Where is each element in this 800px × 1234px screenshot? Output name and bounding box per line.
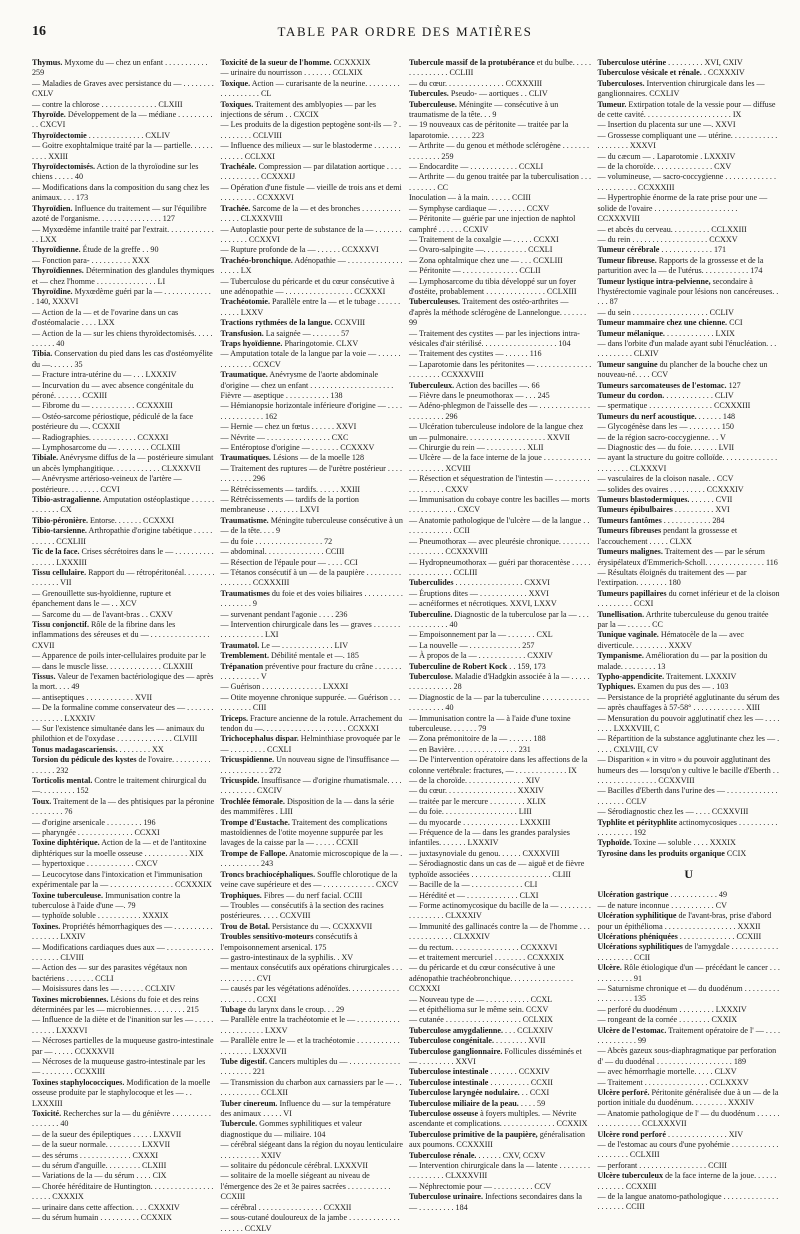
index-entry: Trophiques. Fibres — du nerf facial. CCIII (220, 890, 363, 900)
index-entry: — Sarcome du — de l'avant-bras . . CXXV (32, 609, 173, 619)
index-entry: — du cæcum — . Laparotomie . LXXXIV (597, 151, 736, 161)
page-header (32, 24, 778, 44)
index-column-3 (409, 58, 592, 1212)
index-entry: — Hernie — chez un fœtus . . . . . . XXVI (220, 422, 357, 432)
index-entry: — Tuberculose du péricarde et du cœur consécutive à une adénopathie — . . . . . . . . . . . . . . . . . CCXXXI (220, 276, 395, 296)
index-entry: Tractions rythmées de la langue. CCXVIII (220, 318, 366, 328)
index-entry: Tuberculose. Maladie d'Hadgkin associée à la — . . . . . . . . . . . . . . . . 28 (409, 671, 590, 692)
index-entry: — Traitement des ruptures — de l'urètre postérieur . . . . . . . . . . . . 296 (220, 463, 403, 484)
index-entry: Tuberculine de Robert Kock . . 159, 173 (409, 661, 546, 671)
index-entry: — solitaire du pédoncule cérébral. LXXXVII (220, 1161, 368, 1171)
index-entry: — Fièvre dans le pneumothorax — . . . 245 (409, 391, 550, 400)
index-entry: — de la choroïde. . . . . . . . . . . . . . . CXV (597, 162, 732, 172)
index-entry: — Forme actinomycosique du bacille de la — . . . . . . . . . . . . . . . . . CLXXXIV (409, 900, 591, 921)
index-entry: — Anévrysme artérioso-veineux de l'artère — postérieure. . . . . . . . CCVI (32, 474, 182, 494)
index-entry: — du sein . . . . . . . . . . . . . . . . . . . CCLIV (597, 307, 734, 317)
index-entry: Typho-appendicite. Traitement. LXXXIV (597, 671, 737, 681)
index-entry: Tumeur du cordon. . . . . . . . . . . . . CLIV (597, 391, 734, 400)
index-entry: Tumeurs blastodermiques. . . . . . . CVII (597, 495, 733, 505)
index-entry: — Chirurgie du rein — . . . . . . . . . . XLII (409, 443, 544, 453)
index-entry: Trompe de Fallope. Anatomie microscopique de la — . . . . . . . . . . . 243 (220, 848, 403, 869)
index-entry: Tuberculeux. Action des bacilles —. 66 (409, 380, 540, 390)
index-entry: Tunique vaginale. Hématocèle de la — avec diverticule. . . . . . . . . XXXV (597, 630, 744, 650)
index-entry: — Grossesse compliquant une — utérine. . . . . . . . . . . . . . . . . . . . XXXVI (597, 130, 778, 151)
index-entry: Tumeur fibreuse. Rapports de la grossesse et de la parturition avec la — de l'utérus. . . . . . . . . . . . 174 (597, 255, 764, 276)
index-entry: — Apparence de poils inter-cellulaires produite par le — dans le muscle lisse. . . . . . . . . . . . . . CLXXIII (32, 651, 207, 671)
index-entry: — sous-cutané douloureux de la jambe . . . . . . . . . . . . . . . . . . . CCXLV (220, 1213, 400, 1233)
index-entry: — rongeant de la cornée . . . . . . . . CXXIX (597, 1015, 738, 1025)
index-entry: Trichocephalus dispar. Helminthiase provoquée par le — . . . . . . . . . CCXLI (220, 734, 401, 754)
index-entry: Tumeur cérébrale . . . . . . . . . . . . . 171 (597, 245, 727, 255)
index-entry: — du rein . . . . . . . . . . . . . . . . . . . CCXXV (597, 234, 738, 244)
index-entry: — Incurvation du — avec absence congénitale du péroné. . . . . . . CCXIII (32, 380, 194, 400)
index-entry: — Nécroses de la muqueuse gastro-intestinale par les — . . . . . . . . CCXXIII (32, 1057, 206, 1077)
index-entry: — volumineuse, — sacro-coccygienne . . . . . . . . . . . . . . . . . . . . . . . CCXXXIII (597, 172, 776, 192)
index-entry: — Transmission du charbon aux carnassiers par le — . . . . . . . . . . . . CCLXII (220, 1077, 402, 1098)
index-entry: Troubles sensitivo-moteurs consécutifs à l'empoisonnement arsenical. 175 (220, 932, 358, 952)
index-entry: Toxicité. Recherches sur la — du génièvre . . . . . . . . . . . . . . . . . 40 (32, 1109, 211, 1129)
index-entry: Tuberculine. Diagnostic de la tuberculose par la — . . . . . . . . . . . . . 40 (409, 609, 589, 629)
index-entry: — Nouveau type de — . . . . . . . . . . . CCXL (409, 994, 553, 1004)
index-entry: — Intervention chirurgicale dans la — latente . . . . . . . . . . . . . . . . . CLXXXVIII (409, 1161, 591, 1181)
index-entry: Tremblement. Débilité mentale et —. 185 (220, 651, 359, 661)
index-entry: — Modifications cardiaques dues aux — . . . . . . . . . . . . . . . . . . . CLVIII (32, 942, 214, 962)
index-entry: — Adéno-phlegmon de l'aisselle des — . . . . . . . . . . . . . . . . . . . . . . 296 (409, 401, 591, 421)
index-entry: Tuberculose osseuse à foyers multiples. — Névrite ascendante et complications. . . . . . . . . . . . . . CCXXIX (409, 1109, 588, 1129)
index-entry: Thyroïde. Développement de la — médiane . . . . . . . . . . . CXCVI (32, 110, 213, 130)
index-entry: — Nécroses partielles de la muqueuse gastro-intestinale par — . . . . . CCXXXVII (32, 1036, 214, 1056)
index-entry: — traitée par le mercure . . . . . . . . . XLIX (409, 796, 546, 806)
index-entry: — du foie . . . . . . . . . . . . . . . . . 72 (220, 536, 333, 546)
index-entry: — des sérums . . . . . . . . . . . . . CXXXI (32, 1150, 159, 1160)
index-entry: — pharyngée . . . . . . . . . . . . . . CCXXI (32, 828, 160, 838)
index-entry: Trachéotomie. Parallèle entre la — et le tubage . . . . . . . . . . . LXXV (220, 297, 401, 317)
index-entry: Tuberculose intestinale . . . . . . . CCXXIV (409, 1067, 550, 1077)
index-entry: — Troubles — consécutifs à la section des racines postérieures. . . . . CCXVIII (220, 900, 384, 921)
index-entry: Tissus. Valeur de l'examen bactériologique des — après la mort. . . . 49 (32, 671, 214, 692)
index-entry: — Mensuration du pouvoir agglutinatif chez les — . . . . . . . . LXXXVIII, C (597, 713, 780, 733)
index-entry: Triceps. Fracture ancienne de la rotule. Arrachement du tendon du —. . . . . . . . . . . . . . . . . . . . . CCXXXI (220, 713, 403, 733)
index-entry: — Ulcération tuberculeuse indolore de la langue chez un — pulmonaire. . . . . . . . . . . . . . . . . . . . XXVII (409, 422, 584, 442)
index-entry: — Rétrécissements — tardifs. . . . . . XXIII (220, 484, 361, 494)
index-entry: Toxine diphtérique. Action de la — et de l'antitoxine diphtériques sur la moelle osseuse . . . . . . . . . . . XIX (32, 838, 207, 858)
index-entry: Tuberculose rénale. . . . . . . CXV, CCXV (409, 1150, 546, 1160)
index-entry: Tumeur mélanique. . . . . . . . . . . . . LXIX (597, 328, 735, 338)
index-entry: Traumatisme. Méningite tuberculeuse consécutive à un — de la tête. . . . 9 (220, 515, 403, 536)
index-entry: Tuberculeuses. Traitement des ostéo-arthrites — d'après la méthode sclérogène de Lannelongue. . . . . . . 99 (409, 297, 587, 328)
index-entry: — Lymphosarcome du — . . . . . . . . CCLXIII (32, 443, 181, 453)
index-entry: — Rétrécissements — tardifs de la portion membraneuse . . . . . . . . LXVI (220, 495, 359, 515)
index-entry: Tibia. Conservation du pied dans les cas d'ostéomyélite du —. . . . . . 35 (32, 349, 213, 369)
index-entry: Tibio-tarsienne. Arthropathie d'origine tabétique . . . . . . . . . . . CCXLIII (32, 526, 213, 546)
index-entry: — de la région sacro-coccygienne. . . V (597, 432, 726, 442)
index-entry: — dans l'orbite d'un malade ayant subi l'énucléation. . . . . . . . . . . . CLXIV (597, 338, 777, 359)
index-entry: Toxique. Action — curarisante de la neurine. . . . . . . . . . . . . . . . . . . CL (220, 78, 400, 99)
page-title: TABLE PAR ORDRE DES MATIÈRES (277, 24, 533, 39)
index-entry: Tuberculose utérine . . . . . . . . . XVI, CXIV (597, 58, 743, 67)
index-entry: — De l'intervention opératoire dans les affections de la colonne vertébrale: fractures, — . . . . . . . . . . . . . IX (409, 755, 588, 775)
index-entry: Tumeur. Extirpation totale de la vessie pour — diffuse de cette cavité. . . . . . . . . . . . . . . . . . . . . . IX (597, 99, 776, 120)
index-entry: Tyrosine dans les produits organique CCIX (597, 848, 747, 858)
index-entry: Trou de Botal. Persistance du —. CCXXXVII (220, 921, 373, 931)
index-entry: Tuber cinereum. Influence du — sur la température des animaux . . . . . VI (220, 1098, 391, 1119)
index-entry: Toxine tuberculeuse. Immunisation contre la tuberculose à l'aide d'une —. 79 (32, 890, 181, 910)
index-entry: Tumeurs fantômes . . . . . . . . . . . . 284 (597, 515, 725, 525)
index-entry: Inoculation — à la main. . . . . . CCIII (409, 193, 531, 203)
index-entry: — hypertoxique . . . . . . . . . . . . CXCV (32, 859, 158, 869)
index-entry: — contre la chlorose . . . . . . . . . . . . . . CLXIII (32, 99, 183, 109)
index-entry: Typhlite et pérityphlite actinomycosiques . . . . . . . . . . . . . . . . . . . 192 (597, 817, 778, 838)
index-entry: — Névrite — . . . . . . . . . . . . . . . . CXC (220, 432, 349, 442)
index-entry: — Variations de la — du sérum . . . . CIX (32, 1171, 167, 1181)
index-entry: Tricuspidienne. Un nouveau signe de l'insuffisance — . . . . . . . . . . . . 272 (220, 755, 400, 775)
index-entry: Tricuspide. Insuffisance — d'origine rhumatismale. . . . . . . . . . . . . CXCIV (220, 776, 402, 796)
index-entry: — Fonction para- . . . . . . . . . . XXX (32, 255, 150, 265)
index-entry: Traps hyoïdienne. Pharingotomie. CLXV (220, 338, 359, 348)
index-entry: Ulcérations phéniquées . . . . . . . . . . . . . . CCXIII (597, 931, 762, 941)
index-entry: Trochlée fémorale. Disposition de la — dans la série des mammifères . LIII (220, 796, 394, 817)
index-entry: Ulcère rond perforé . . . . . . . . . . . . . . . XIV (597, 1129, 744, 1139)
index-entry: Ulcère. Rôle étiologique d'un — précédant le cancer . . . . . . . . . . . . 91 (597, 963, 780, 983)
index-entry: — Bacille de la — . . . . . . . . . . . . . CLI (409, 880, 538, 890)
index-entry: Tuberculose laryngée nodulaire. . . CCXI (409, 1088, 550, 1098)
index-entry: Tunellisation. Arthrite tuberculeuse du genou traitée par la — . . . . . . CC (597, 609, 769, 629)
index-entry: — de la sueur des épileptiques . . . . . LXXVII (32, 1129, 182, 1139)
index-entry: Tibio-astragalienne. Amputation ostéoplastique . . . . . . . . . . . . . CX (32, 495, 215, 515)
index-entry: Tuberculose vésicale et rénale. . CCXXXIV (597, 68, 745, 78)
index-entry: Tuberculose urinaire. Infections secondaires dans la — . . . . . . . . . 184 (409, 1192, 582, 1212)
index-entry: — De la formaline comme conservateur des — . . . . . . . . . . . . . . . LXXXIV (32, 703, 214, 723)
index-entry: — Fréquence de la — dans les grandes paralysies infantiles. . . . . . . LXXXIV (409, 828, 570, 848)
index-entry: — causés par les végétations adénoïdes. . . . . . . . . . . . . . . . . . . . . . CCXI (220, 984, 399, 1004)
index-entry: — Sérodiagnostic dans un cas de — aiguë et de fièvre typhoïde associées . . . . . . . . . . . . . . . . . . . . CLIII (409, 859, 585, 879)
index-entry: Tympanisme. Amélioration du — par la position du malade. . . . . . . . . 13 (597, 651, 768, 671)
index-entry: Tumeurs épibulbaires . . . . . . . . . . XVI (597, 505, 730, 515)
index-entry: — ayant la structure du goitre colloïde. . . . . . . . . . . . . . . . . . . . . . CLXXXVI (597, 453, 778, 473)
index-entry: — Ulcère — de la face interne de la joue . . . . . . . . . . . . . . . . . . . . . XCVIII (409, 453, 591, 473)
index-entry: Torsion du pédicule des kystes de l'ovaire. . . . . . . . . . . . . . . . 232 (32, 755, 211, 775)
index-entry: — Lymphosarcome du tibia développé sur un foyer d'ostéite, probablement . . . . . . . . . . . . . . . CCLXIII (409, 276, 577, 296)
index-entry: — antiseptiques . . . . . . . . . . . . XVII (32, 692, 153, 702)
index-entry: — du rectum. . . . . . . . . . . . . . . . . CCXXXVI (409, 942, 558, 952)
index-entry: — Péritonite — . . . . . . . . . . . . . . CCLII (409, 266, 541, 276)
index-entry: Ulcère de l'estomac. Traitement opératoire de l' — . . . . . . . . . . . . . . 99 (597, 1025, 780, 1045)
index-entry: Tuberculides . . . . . . . . . . . . . . . . . CXXVI (409, 578, 550, 588)
index-entry: — du foie. . . . . . . . . . . . . . . . . . . LIII (409, 807, 532, 817)
index-entry: — Modifications dans la composition du sang chez les animaux. . . . 173 (32, 182, 210, 203)
index-entry: — Fracture intra-utérine du — . . . LXXXIV (32, 370, 177, 380)
index-entry: — Autoplastie pour perte de substance de la — . . . . . . . . . . . . . . CCXXVI (220, 224, 402, 244)
index-entry: — avec hémorrhagie mortelle. . . . . CLXV (597, 1067, 737, 1077)
index-entry: Transfusion. La saignée — . . . . . . . 57 (220, 328, 350, 338)
index-entry: Tibio-péronière. Entorse. . . . . . . CCXXXI (32, 515, 175, 525)
index-entry: — Influence des milieux — sur le blastoderme . . . . . . . . . . . . . CCLXXI (220, 141, 401, 161)
index-entry: — perforant . . . . . . . . . . . . . . . . . CCIII (597, 1160, 727, 1170)
index-entry: Tuberculose intestinale . . . . . . . . . . CCXII (409, 1077, 553, 1087)
index-entry: — Action de la — sur les chiens thyroïdectomisés. . . . . . . . . . . 40 (32, 328, 213, 348)
index-entry: — Sérodiagnostic chez les — . . . . CCXXVIII (597, 807, 749, 817)
index-entry: — mentaux consécutifs aux opérations chirurgicales . . . . . . . . . . . . CVI (220, 963, 403, 983)
index-entry: Tumeurs fibreuses pendant la grossesse et l'accouchement . . . . . CLXX (597, 526, 738, 546)
index-entry: Tuberculose primitive de la paupière, généralisation aux poumons. CCXXXIII (409, 1129, 586, 1150)
index-entry: — Immunité des gallinacés contre la — de l'homme . . . . . . . . . . . . . . CLXXXIV (409, 921, 590, 942)
index-entry: Fièvre — aseptique . . . . . . . . . . . 138 (220, 391, 343, 400)
index-entry: — cérébral siégeant dans la région du noyau lenticulaire . . . . . . . . . . XXIV (220, 1140, 403, 1160)
index-entry: — typhoïde soluble . . . . . . . . . . . XXXIX (32, 911, 169, 921)
index-entry: — Hypertrophie énorme de la rate prise pour une — solide de l'ovaire . . . . . . . . . . . . . . . . . . . . . CCXXXVIII (597, 193, 768, 224)
index-entry: — du cœur. . . . . . . . . . . . . . . CCXXXIII (409, 78, 543, 88)
index-entry: — Grenouillette sus-hyoïdienne, rupture et épanchement dans le — . . XCV (32, 588, 172, 609)
index-entry: — Traitement de la coxalgie — . . . . . CCXXI (409, 234, 559, 244)
index-entry: Tubercule massif de la protubérance et du bulbe. . . . . . . . . . . . . . . CCLIII (409, 58, 591, 78)
index-entry: — juxtasynoviale du genou. . . . . . CXXXVIII (409, 848, 560, 858)
index-entry: — Hydropneumothorax — guéri par thoracentèse . . . . . . . . . . . . . . . . CCLIII (409, 557, 591, 577)
index-entry: — du sérum d'anguille. . . . . . . . . CLXIII (32, 1161, 167, 1171)
index-entry: Toxiques. Traitement des amblyopies — par les injections de sérum . . CXCIX (220, 99, 377, 120)
index-entry: Tubage du larynx dans le croup. . . 29 (220, 1004, 345, 1014)
index-entry: — Rupture profonde de la — . . . . . . CCXXXVI (220, 245, 379, 255)
index-entry: — Répartition de la substance agglutinante chez les — . . . . . CXLVIII, CV (597, 734, 780, 754)
index-entry: — perforé du duodénum . . . . . . . . . LXXXIV (597, 1004, 747, 1014)
index-entry: Toxines. Propriétés hémorrhagiques des — . . . . . . . . . . . . . . . . . LXXIV (32, 921, 213, 942)
index-entry: — solitaire de la moelle siégeant au niveau de l'émergence des 2e et 3e paires sacrées . . . . . . . . . . . CCXIII (220, 1171, 391, 1202)
index-entry: Toxines microbiennes. Lésions du foie et des reins déterminées par les — microbiennes. . . . . . . . . 215 (32, 994, 199, 1014)
index-entry: Typhiques. Examen du pus des — . 103 (597, 682, 729, 692)
index-entry: — d'origine arsenicale . . . . . . . . . 196 (32, 817, 156, 827)
index-entry: Tuberculose miliaire de la peau. . . . . 59 (409, 1098, 546, 1108)
index-entry: — du myocarde . . . . . . . . . . . . . . LXXXIII (409, 817, 551, 827)
index-entry: — Leucocytose dans l'intoxication et l'immunisation expérimentale par la — . . . . . . . . . . . . . . . . CCXXXIX (32, 869, 212, 890)
index-entry: — Traitement des cystites — par les injections intra-vésicales d'air stérilisé. . . . . . . . . . . . . . . . . . . 104 (409, 328, 580, 348)
index-entry: Trachée. Sarcome de la — et des bronches . . . . . . . . . . . . . . . CLXXXVIII (220, 203, 401, 224)
index-entry: — Anatomie pathologique de l' — du duodénum . . . . . . . . . . . . . . . . . CCLXXXVII (597, 1108, 780, 1129)
index-entry: Tubercule. Gommes syphilitiques et valeur diagnostique du — miliaire. 104 (220, 1119, 362, 1139)
index-entry: Ulcération gastrique . . . . . . . . . . . . 49 (597, 890, 727, 900)
index-entry: Tissu conjonctif. Rôle de la fibrine dans les inflammations des séreuses et du — . . . . . . . . . . . . . . . CXVII (32, 619, 210, 650)
index-entry: — cutanée . . . . . . . . . . . . . . . . . . . CCLXIX (409, 1015, 553, 1025)
index-entry: — Éruptions dites — . . . . . . . . . . . . XXVI (409, 588, 549, 598)
index-entry: — de la choroïde. . . . . . . . . . . . . . . XIV (409, 776, 541, 786)
index-entry: Thyroïdien. Influence du traitement — sur l'équilibre azoté de l'organisme. . . . . . . . . . . . . . . . 127 (32, 203, 207, 224)
section-letter: U (684, 867, 694, 882)
index-entry: — Anatomie pathologique de l'ulcère — de la langue . . . . . . . . . . . . . CCII (409, 515, 590, 536)
index-entry: — Insertion du placenta sur une —. XXVI (597, 120, 736, 130)
index-entry: — Moisissures dans les — . . . . . . CCLXIV (32, 984, 176, 994)
index-entry: — du péricarde et du cœur consécutive à une adénopathie trachéobronchique. . . . . . . . . . . . . . . . CCXXXI (409, 963, 574, 994)
index-entry: — Intervention chirurgicale dans les — graves . . . . . . . . . . . . . . . . . . LXI (220, 619, 401, 640)
page-number: 16 (32, 24, 46, 39)
index-entry: — Pneumothorax — avec pleurésie chronique. . . . . . . . . . . . . . . . . CCXXXVIII (409, 536, 590, 557)
index-entry: Tuberculose amygdalienne. . . . CCLXXIV (409, 1025, 554, 1035)
index-entry: Typhoïde. Toxine — soluble . . . . XXXIX (597, 838, 736, 848)
index-entry: Tuberculoses. Intervention chirurgicale dans les — ganglionnaires. CCXLIV (597, 78, 765, 99)
index-entry: — Arthrite — du genou traitée par la tuberculisation . . . . . . . . . . CC (409, 172, 592, 192)
index-entry: Troncs brachiocéphaliques. Souffle chlorotique de la veine cave supérieure et des — . . . . . . . . . . . . . CXCV (220, 869, 399, 890)
index-entry: — Disparition « in vitro » du pouvoir agglutinant des humeurs des — lorsqu'on y cultive le bacille d'Eberth . . . . . . . . . . . . . . . . . CCXXVIII (597, 755, 779, 786)
index-entry: — Diagnostic des — du foie. . . . . . . LVII (597, 443, 735, 453)
index-entry: — Action de la — et de l'ovarine dans un cas d'ostéomalacie . . . . LXX (32, 307, 179, 328)
index-entry: Tibiale. Anévrysme diffus de la — postérieure simulant un abcès lymphangitique. . . . . . . . . . . . CLXXXVII (32, 453, 214, 473)
index-entry: — Parallèle entre le — et la trachéotomie . . . . . . . . . . . . . . . . . . . LXXXVII (220, 1036, 400, 1056)
index-entry: — Amputation totale de la langue par la voie — . . . . . . . . . . . . . . CCXCV (220, 349, 401, 369)
index-entry: Tumeurs malignes. Traitement des — par le sérum érysipélateux d'Emmerich-Scholl. . . . . . . . . . . . . . . 116 (597, 547, 778, 567)
index-entry: Trompe d'Eustache. Traitement des complications mastoïdiennes de l'otite moyenne suppurée par les lavages de la caisse par la — . . . . . CCXII (220, 817, 388, 848)
index-entry: — Traitement des cystites — . . . . . . 116 (409, 349, 542, 359)
index-entry: Trachéo-bronchique. Adénopathie — . . . . . . . . . . . . . . . . . . . LX (220, 255, 403, 276)
index-entry: — Bacilles d'Eberth dans l'urine des — . . . . . . . . . . . . . . . . . . . . CCLV (597, 786, 778, 806)
index-entry: Tonus madagascariensis. . . . . . . . . XX (32, 744, 164, 754)
index-entry: Ulcère perforé. Péritonite généralisée due à un — de la portion initiale du duodénum. . . . . . . . . XXXIV (597, 1088, 779, 1108)
index-entry: — Résection et séquestration de l'intestin — . . . . . . . . . . . . . . . . . . CXXV (409, 474, 590, 494)
index-entry: Tubercules. Pseudo- — aortiques . . CLIV (409, 89, 548, 99)
index-entry: — du cœur. . . . . . . . . . . . . . . . . . XXXIV (409, 786, 544, 796)
index-entry: — de la sueur normale. . . . . . . . . LXXVII (32, 1140, 171, 1150)
index-entry: — Endocardite — . . . . . . . . . . . . CCXLI (409, 162, 544, 172)
index-entry: — de l'estomac au cours d'une pyohémie . . . . . . . . . . . . . . . . . . . . CCLXIII (597, 1140, 779, 1160)
index-entry: Thyroïdectomie . . . . . . . . . . . . . . CXLIV (32, 130, 171, 140)
index-entry: — Goitre exophtalmique traité par la — partielle. . . . . . . . . . XXIII (32, 141, 213, 161)
index-entry: Trépanation préventive pour fracture du crâne . . . . . . . . . . . . . . . . . V (220, 661, 402, 681)
index-entry: Thyroïdiennes. Détermination des glandules thymiques et — chez l'homme . . . . . . . . . . . . . . . LI (32, 266, 215, 286)
index-entry: — cérébral . . . . . . . . . . . . . . . . CCXXII (220, 1202, 352, 1212)
index-entry: Traumatol. Le — . . . . . . . . . . . . . LIV (220, 640, 349, 650)
index-entry: Tic de la face. Crises sécrétoires dans le — . . . . . . . . . . . . . . . . LXXXIII (32, 547, 214, 567)
index-entry: — Otite moyenne chronique suppurée. — Guérison . . . . . . . . . . . CIII (220, 692, 401, 713)
index-entry: — Arthrite — du genou et méthode sclérogène . . . . . . . . . . . . . . . 259 (409, 141, 590, 161)
index-entry: — Saturnisme chronique et — du duodénum . . . . . . . . . . . . . . . . . . 135 (597, 983, 780, 1004)
index-entry: — et épithélioma sur le même sein. CCXV (409, 1004, 549, 1014)
index-entry: — solides des ovaires . . . . . . . . . CCXXXIV (597, 484, 744, 494)
index-entry: — urinaire dans cette affection. . . . CXXXIV (32, 1202, 180, 1212)
index-entry: — Néphrectomie pour — . . . . . . . . . . CCV (409, 1181, 552, 1191)
index-entry: Tuberculose congénitale. . . . . . . . . XVII (409, 1036, 546, 1046)
index-entry: — Fibrome du — . . . . . . . . . . . CCXXXIII (32, 401, 173, 411)
index-entry: — Les produits de la digestion peptogène sont-ils — ? . . . . . . . . . CCLVIII (220, 120, 402, 140)
index-entry: Ulcère tuberculeux de la face interne de la joue. . . . . . . . . . . . . CCXXIII (597, 1171, 777, 1191)
index-entry: — Entéroptose d'origine — . . . . . . . CCXXXV (220, 443, 375, 453)
index-entry: Tuberculose ganglionnaire. Follicules disséminés et — . . . . . . . . . XXVI (409, 1046, 582, 1066)
index-entry: Toxicité de la sueur de l'homme. CCXXXIX (220, 58, 371, 67)
index-entry: — Influence de la diète et de l'inanition sur les — . . . . . . . . . . . LXXXVI (32, 1015, 214, 1035)
index-entry: Tumeurs du nerf acoustique. . . . . . . 148 (597, 411, 736, 421)
index-entry: — Ovaro-salpingite —. . . . . . . . . . . CCXLI (409, 245, 553, 255)
index-column-2 (220, 58, 404, 1233)
index-entry: — Ostéo-sarcome périostique, pédiculé de la face postérieure du —. CCXXII (32, 411, 194, 432)
index-entry: Tumeur lystique intra-pelvienne, secondaire à l'hystérectomie vaginale pour lésions non cancéreuses. . . . . 87 (597, 276, 779, 307)
index-entry: — Sur l'existence simultanée dans les — animaux du philothion et de l'oxydase . . . . . . . . . . . . . . CLVIII (32, 724, 205, 744)
index-entry: — Action des — sur des parasites végétaux non bactériens . . . . . . . CCLI (32, 963, 188, 983)
index-entry: — et abcès du cerveau. . . . . . . . . . CCLXXIII (597, 224, 747, 234)
index-entry: Trachéale. Compression — par dilatation aortique . . . . . . . . . . . . . . CCXXXIJ (220, 162, 402, 182)
index-entry: — Guérison . . . . . . . . . . . . . . . LXXXI (220, 682, 349, 692)
index-entry: — Péritonite — guérie par une injection de naphtol camphré . . . . . . CCXIV (409, 214, 576, 234)
index-entry: Thyroïdine. Myxœdème guéri par la — . . . . . . . . . . . . . 140, XXXVI (32, 286, 211, 307)
index-entry: Toux. Traitement de la — des phtisiques par la péronine . . . . . . . . 76 (32, 796, 215, 817)
index-entry: — spermatique . . . . . . . . . . . . . . . . CCXXXIII (597, 401, 751, 411)
index-entry: — Maladies de Graves avec persistance du — . . . . . . . . CXLV (32, 78, 214, 99)
index-entry: — Tétanos consécutif à un — de la paupière . . . . . . . . . . . . . . . . . CCXXXIII (220, 567, 402, 588)
index-entry: — Radiographies. . . . . . . . . . . . CCXXXI (32, 432, 169, 442)
index-entry: Toxines staphylococciques. Modification de la moelle osseuse produite par le staphylocoque et les — . . LXXXIII (32, 1077, 211, 1108)
index-entry: — Zona prémonitoire de la — . . . . . . 188 (409, 734, 546, 744)
index-entry: — Zona ophtalmique chez une — . . . CCXLIII (409, 255, 563, 265)
index-entry: — de la langue anatomo-pathologique . . . . . . . . . . . . . . . . . . . . . CCIII (597, 1192, 779, 1212)
index-entry: Tube digestif. Cancers multiples du — . . . . . . . . . . . . . . . . . . . . . 221 (220, 1057, 401, 1077)
index-entry: — acnéiformes et nécrotiques. XXVI, LXXV (409, 599, 557, 609)
index-entry: — Résultats éloignés du traitement des — par l'extirpation. . . . . . . . 180 (597, 567, 747, 588)
index-entry: — Traitement . . . . . . . . . . . . . . . . CCLXXXV (597, 1077, 749, 1087)
index-entry: Thyroïdienne. Étude de la greffe . . 90 (32, 245, 159, 255)
index-entry: Tissu cellulaire. Rapport du — rétropéritonéal. . . . . . . . . . . . . . . VII (32, 567, 215, 588)
index-entry: — Parallèle entre la trachéotomie et le — . . . . . . . . . . . . . . . . . . . . . . LXXV (220, 1015, 400, 1035)
index-entry: — Abcès gazeux sous-diaphragmatique par perforation d' — du duodénal . . . . . . . . . . . . . . . . . . . 189 (597, 1046, 777, 1066)
index-entry: — et traitement mercuriel . . . . . . . . CCXXXIX (409, 952, 565, 962)
index-column-4 (597, 58, 781, 1212)
index-entry: Traumatismes du foie et des voies biliaires . . . . . . . . . . . . . . . . . . 9 (220, 588, 403, 609)
index-entry: Tumeurs sarcomateuses de l'estomac. 127 (597, 380, 741, 390)
index-entry: — gastro-intestinaux de la syphilis. . XV (220, 952, 354, 962)
index-entry: — Laparotomie dans les péritonites — . . . . . . . . . . . . . . . . . . . . . . CCXXXVIII (409, 359, 592, 380)
index-entry: — Empoisonnement par la — . . . . . . . CXL (409, 630, 553, 640)
index-entry: Thymus. Myxome du — chez un enfant . . . . . . . . . . . 259 (32, 58, 208, 78)
index-entry: Tumeur sanguine du plancher de la bouche chez un nouveau-né. . . . CCV (597, 359, 768, 380)
index-entry: Traumatiques. Lésions — de la moelle 128 (220, 453, 365, 463)
index-entry: — abdominal. . . . . . . . . . . . . . . CCIII (220, 547, 345, 557)
index-entry: — Hémianopsie horizontale inférieure d'origine — . . . . . . . . . . . . . . . 162 (220, 401, 402, 421)
index-entry: — vasculaires de la cloison nasale. . CCV (597, 474, 734, 484)
index-entry: — Immunisation contre la — à l'aide d'une toxine tuberculeuse. . . . . . . 79 (409, 713, 571, 733)
index-entry: Tuberculeuse. Méningite — consécutive à un traumatisme de la tête. . . 9 (409, 99, 559, 120)
index-entry: — du sérum humain . . . . . . . . . . CCXXIX (32, 1213, 172, 1223)
index-entry: — Diagnostic de la — par la tuberculine . . . . . . . . . . . . . . . . . . . . . 40 (409, 692, 590, 713)
index-entry: — À propos de la — . . . . . . . . . . . . CXXIV (409, 651, 553, 661)
index-entry: Traumatique. Anévrysme de l'aorte abdominale d'origine — chez un enfant . . . . . . . . . . . . . . . . . . . . . (220, 370, 394, 390)
index-entry: — Opération d'une fistule — vieille de trois ans et demi . . . . . . . . . CCXXXVI (220, 182, 402, 203)
index-column-1 (32, 58, 215, 1223)
index-entry: — Persistance de la propriété agglutinante du sérum des — après chauffages à 57-58° . . . . . . . . . . . . . XIII (597, 692, 780, 713)
index-entry: Tumeur mammaire chez une chienne. CCI (597, 318, 743, 328)
index-entry: Ulcération syphilitique de l'avant-bras, prise d'abord pour un épithélioma . . . . . . . . . . . . . . . . . . XXXII (597, 911, 772, 931)
index-entry: — Immunisation du cobaye contre les bacilles — morts . . . . . . . . . . . . CXCV (409, 495, 590, 515)
index-entry: — Symphyse cardiaque — . . . . . . . CCXV (409, 203, 550, 213)
index-entry: Thyroïdectomisés. Action de la thyroïodine sur les chiens . . . . . 40 (32, 162, 199, 182)
index-entry: Tumeurs papillaires du cornet inférieur et de la cloison . . . . . . . . . CCXI (597, 588, 780, 609)
index-entry: — urinaire du nourrisson . . . . . . . CCLXIX (220, 68, 363, 78)
index-entry: Ulcérations syphilitiques de l'amygdale . . . . . . . . . . . . . . . . . . . . . CCII (597, 942, 779, 962)
index-entry: — 19 nouveaux cas de péritonite — traitée par la laparotomie. . . . . . 223 (409, 120, 569, 140)
index-entry: Torticolis mental. Contre le traitement chirurgical du —. . . . . . . . . 152 (32, 776, 207, 796)
index-entry: — La nouvelle — . . . . . . . . . . . . . 257 (409, 640, 535, 650)
index-entry: — de nature inconnue . . . . . . . . . . . CV (597, 900, 727, 910)
index-entry: — Chorée héréditaire de Huntington. . . . . . . . . . . . . . . . . . . . . CXXXIX (32, 1181, 214, 1202)
index-columns (32, 58, 780, 1233)
index-entry: — Résection de l'épaule pour — . . . . CCI (220, 557, 358, 567)
index-entry: — survenant pendant l'agonie . . . . 236 (220, 609, 348, 619)
index-entry: — en Bavière. . . . . . . . . . . . . . . . 231 (409, 744, 531, 754)
index-entry: — Glycogénèse dans les — . . . . . . . . 150 (597, 422, 734, 432)
index-entry: — Hérédité et — . . . . . . . . . . . . . CLXI (409, 890, 539, 900)
index-entry: — Myxœdème infantile traité par l'extrait. . . . . . . . . . . . . . LXX (32, 224, 214, 244)
